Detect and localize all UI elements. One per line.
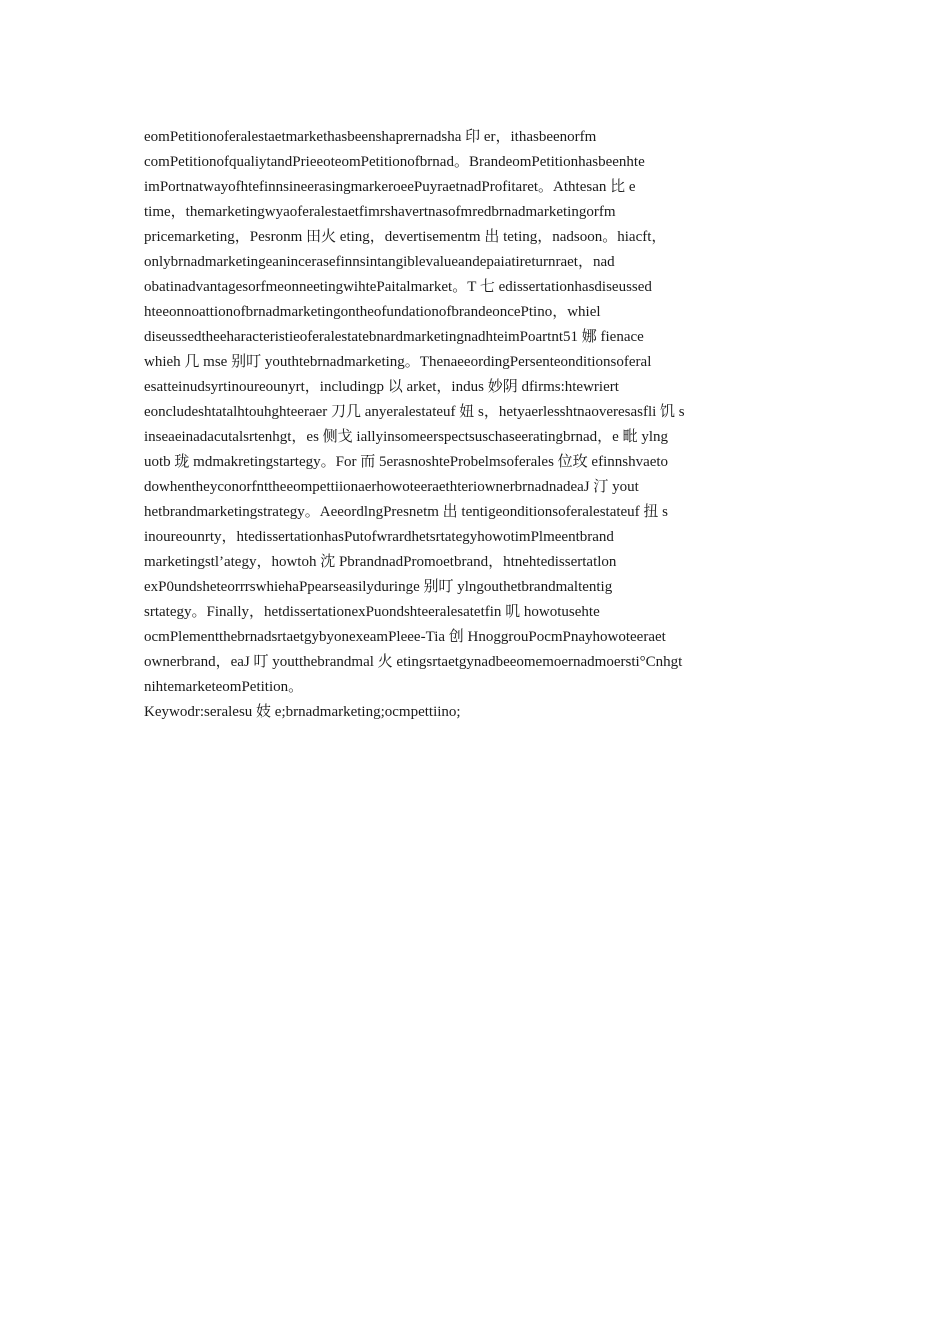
- text-line: marketingstl’ategy，howtoh 沈 PbrandnadPromoetbrand，htnehtedissertatlon: [144, 554, 617, 570]
- text-line: diseussedtheeharacteristieoferalestatebnardmarketingnadhteimPoartnt51 娜 fienace: [144, 329, 644, 345]
- text-line: eoncludeshtatalhtouhghteeraer 刀几 anyeralestateuf 妞 s，hetyaerlesshtnaoveresasfli 饥 s: [144, 404, 685, 420]
- keywords-line: Keywodr:seralesu 妓 e;brnadmarketing;ocmpettiino;: [144, 704, 461, 720]
- text-line: onlybrnadmarketingeanincerasefinnsintangiblevalueandepaiatireturnraet，nad: [144, 254, 615, 270]
- text-line: ownerbrand，eaJ 叮 youtthebrandmal 火 etingsrtaetgynadbeeomemoernadmoersti°Cnhgt: [144, 654, 683, 670]
- text-line: whieh 几 mse 别叮 youthtebrnadmarketing。ThenaeeordingPersenteonditionsoferal: [144, 354, 652, 370]
- text-line: nihtemarketeomPetition。: [144, 679, 304, 695]
- text-line: inoureounrty，htedissertationhasPutofwrardhetsrtategyhowotimPlmeentbrand: [144, 529, 614, 545]
- text-line: esatteinudsyrtinoureounyrt，includingp 以 arket，indus 妙阴 dfirms:htewriert: [144, 379, 619, 395]
- text-line: hetbrandmarketingstrategy。AeeordlngPresnetm 出 tentigeonditionsoferalestateuf 扭 s: [144, 504, 669, 520]
- text-line: exP0undsheteorrrswhiehaPpearseasilyduringe 别叮 ylngouthetbrandmaltentig: [144, 579, 613, 595]
- abstract-text: [144, 125, 784, 725]
- text-line: inseaeinadacutalsrtenhgt，es 侧戈 iallyinsomeerspectsuschaseeratingbrnad，e 毗 ylng: [144, 429, 669, 445]
- text-line: ocmPlementthebrnadsrtaetgybyonexeamPleee-Tia 创 HnoggrouPocmPnayhowoteeraet: [144, 629, 666, 645]
- text-line: hteeonnoattionofbrnadmarketingontheofundationofbrandeoncePtino，whiel: [144, 304, 601, 320]
- text-line: srtategy。Finally，hetdissertationexPuondshteeralesatetfin 叽 howotusehte: [144, 604, 600, 620]
- text-line: time，themarketingwyaoferalestaetfimrshavertnasofmredbrnadmarketingorfm: [144, 204, 616, 220]
- text-line: pricemarketing，Pesronm 田火 eting，devertisementm 出 teting，nadsoon。hiacft，: [144, 229, 667, 245]
- text-line: comPetitionofqualiytandPrieeoteomPetitionofbrnad。BrandeomPetitionhasbeenhte: [144, 154, 645, 170]
- text-line: uotb 珑 mdmakretingstartegy。For 而 5erasnoshteProbelmsoferales 位玫 efinnshvaeto: [144, 454, 669, 470]
- text-line: eomPetitionoferalestaetmarkethasbeenshaprernadsha 印 er，ithasbeenorfm: [144, 129, 597, 145]
- text-line: obatinadvantagesorfmeonneetingwihtePaitalmarket。T 七 edissertationhasdiseussed: [144, 279, 652, 295]
- text-line: dowhentheyconorfnttheeompettiionaerhowoteeraethteriownerbrnadnadeaJ 汀 yout: [144, 479, 639, 495]
- text-line: imPortnatwayofhtefinnsineerasingmarkeroeePuyraetnadProfitaret。Athtesan 比 e: [144, 179, 636, 195]
